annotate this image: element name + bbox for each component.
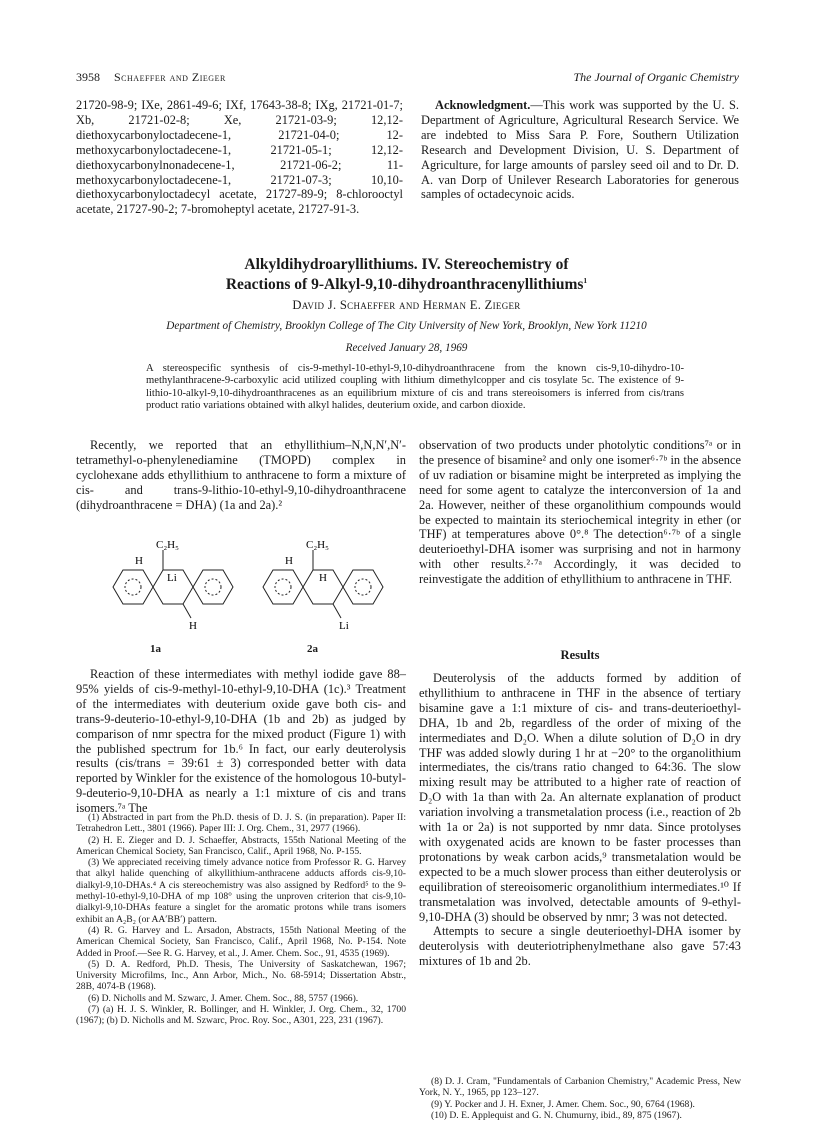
results-heading: Results <box>560 648 600 662</box>
abstract: A stereospecific synthesis of cis-9-methyl-10-ethyl-9,10-dihydroanthracene from the known cis-9,10-dihydro-10-methylanthracene-9-carboxylic acid utilized coupling with lithium dimethylcopper and cis tosylate 5c. The existence of 9-lithio-10-alkyl-9,10-dihydroanthracenes as an equilibrium mixture of cis and trans stereoisomers is inferred from cis/trans product ratio variations obtained with alkyl halides, deuterium oxide, and carbon dioxide. <box>146 363 684 412</box>
structure-1a <box>113 550 233 618</box>
journal-name: The Journal of Organic Chemistry <box>573 70 739 84</box>
footnote: (7) (a) H. J. S. Winkler, R. Bollinger, and H. Winkler, J. Org. Chem., 32, 1700 (1967); (b) D. Nicholls and M. Szwarc, Proc. Roy. Soc., A301, 223, 231 (1967). <box>76 1004 406 1027</box>
footnote: (1) Abstracted in part from the Ph.D. thesis of D. J. S. (in preparation). Paper II: Tetrahedron Lett., 3801 (1966). Paper III: J. Org. Chem., 31, 2977 (1966). <box>76 812 406 835</box>
article-title-line2: Reactions of 9-Alkyl-9,10-dihydroanthracenyllithiums$^1$ <box>225 275 588 293</box>
footnote: (6) D. Nicholls and M. Szwarc, J. Amer. Chem. Soc., 88, 5757 (1966). <box>88 992 359 1004</box>
page-number: 3958 <box>76 70 100 84</box>
label-2a: 2a <box>307 643 318 655</box>
acknowledgment-heading: Acknowledgment. <box>435 98 531 112</box>
footnotes-right <box>419 1076 741 1121</box>
footnote: (10) D. E. Applequist and G. N. Chumurny, ibid., 89, 875 (1967). <box>431 1109 682 1121</box>
s2-h-bottom: H <box>319 572 327 584</box>
footnote: (9) Y. Pocker and J. H. Exner, J. Amer. Chem. Soc., 90, 6764 (1968). <box>431 1098 695 1110</box>
results-paragraph: Deuterolysis of the adducts formed by addition of ethyllithium to anthracene in THF in the absence of tertiary bisamine gave a 1:1 mixture of cis- and trans-deuterioethyl-DHA, 1b and 2b, regardless of the order of mixing of the intermediates and D₂O. When a dilute solution of D₂O in dry THF was added slowly during 1 hr at −20° to the organolithium intermediates, the cis/trans ratio changed to 64:36. The slow mixing result may be attributed to a higher rate of reaction of D₂O with 1a than with 2a. An alternate explanation of product variation involving a transmetalation process (i.e., reaction of 2b with 1a or 2a) is not supported by nmr data. Since protolyses with oxygenated acids are known to be faster processes than protonations by weak carbon acids,⁹ transmetalation would be expected to be a much slower process than either deuterolysis or equilibration of stereoisomeric organolithium intermediates.¹⁰ If transmetalation was involved, detectable amounts of 9-ethyl-9,10-DHA (3) should be observed by nmr; 3 was not detected. Attempts to secure a single deuterioethyl-DHA isomer by deuterolysis with deuteriotriphenylmethane also gave 57:43 mixtures of 1b and 2b. <box>419 671 741 969</box>
s2-li: Li <box>339 620 349 632</box>
s1-h-bottom: H <box>189 620 197 632</box>
footnote: (3) We appreciated receiving timely advance notice from Professor R. G. Harvey that alkyl halide quenching of alkyllithium-anthracene adducts affords cis-9,10-dialkyl-9,10-DHAs.⁴ A cis stereochemistry was also assigned by Redford⁵ to the 9-methyl-10-ethyl-9,10-DHA of mp 108° using the unproven criterion that cis-9,10-dialkyl-9,10-DHAs feature a singlet for the aromatic protons while trans isomers exhibit an A₂B₂ (or AA′BB′) pattern. <box>76 857 406 925</box>
received-date: Received January 28, 1969 <box>345 342 468 354</box>
left-intro-paragraph: Recently, we reported that an ethyllithium–N,N,N′,N′-tetramethyl-o-phenylenediamine (TMOPD) complex in cyclohexane adds ethyllithium to anthracene to form a mixture of cis- and trans-9-lithio-10-ethyl-9,10-dihydroanthracene (dihydroanthracene = DHA) (1a and 2a).² <box>76 438 406 512</box>
footnote: (8) D. J. Cram, "Fundamentals of Carbanion Chemistry," Academic Press, New York, N. Y., 1965, pp 123–127. <box>419 1076 741 1099</box>
structure-2a <box>263 550 383 618</box>
footnote: (2) H. E. Zieger and D. J. Schaeffer, Abstracts, 155th National Meeting of the American Chemical Society, San Francisco, Calif., April 1968, No. P-155. <box>76 834 406 857</box>
compound-registry-list: 21720-98-9; IXe, 2861-49-6; IXf, 17643-38-8; IXg, 21721-01-7; Xb, 21721-02-8; Xe, 21721-03-9; 12,12-diethoxycarbonyloctadecene-1, 21721-04-0; 12-methoxycarbonyloctadecene-1, 21721-05-1; 12,12-diethoxycarbonylnonadecene-1, 21721-06-2; 11-methoxycarbonyloctadecene-1, 21721-07-3; 10,10-diethoxycarbonyloctadecyl acetate, 21727-89-9; 8-chlorooctyl acetate, 21727-90-2; 7-bromoheptyl acetate, 21727-91-3. <box>76 98 403 217</box>
s1-h-top: H <box>135 555 143 567</box>
s2-h-top: H <box>285 555 293 567</box>
article-authors: David J. Schaeffer and Herman E. Zieger <box>292 298 521 312</box>
s1-li: Li <box>167 572 177 584</box>
footnote: (5) D. A. Redford, Ph.D. Thesis, The University of Saskatchewan, 1967; University Microfilms, Inc., Ann Arbor, Mich., No. 68-5914; Dissertation Abstr., 28B, 4074-B (1968). <box>76 958 406 993</box>
running-authors: Schaeffer and Zieger <box>114 70 226 84</box>
acknowledgment <box>421 98 739 202</box>
footnote: (4) R. G. Harvey and L. Arsadon, Abstracts, 155th National Meeting of the American Chemical Society, San Francisco, Calif., April 1968, No. P-154. Note Added in Proof.—See R. G. Harvey, et al., J. Amer. Chem. Soc., 91, 4535 (1969). <box>76 924 406 959</box>
affiliation: Department of Chemistry, Brooklyn College of The City University of New York, Brooklyn, New York 11210 <box>166 320 647 332</box>
structures-figure <box>93 535 393 635</box>
acknowledgment-text: —This work was supported by the U. S. Department of Agriculture, Agricultural Research Service. We are indebted to Miss Sara P. Fore, Southern Utilization Research and Development Division, U. S. Department of Agriculture, for large amounts of parsley seed oil and to Dr. D. A. van Dorp of Unilever Research Laboratories for generous samples of octadecynoic acids. <box>421 98 739 202</box>
article-title-line1: Alkyldihydroaryllithiums. IV. Stereochemistry of <box>244 256 569 273</box>
left-reaction-paragraph: Reaction of these intermediates with methyl iodide gave 88–95% yields of cis-9-methyl-10-ethyl-9,10-DHA (1c).³ Treatment of the intermediates with deuterium oxide gave both cis- and trans-9-deuterio-10-ethyl-9,10-DHA (1b and 2b) as judged by comparison of nmr spectra for the mixed product (Figure 1) with the published spectrum for 1b.⁶ In fact, our early deuterolysis results (cis/trans = 39:61 ± 3) corresponded better with data reported by Winkler for the existence of the homologous 10-butyl-9-deuterio-9,10-DHA as nearly a 1:1 mixture of cis and trans isomers.⁷ᵃ The <box>76 667 406 816</box>
label-1a: 1a <box>150 643 161 655</box>
s2-substituent: C₂H₅ <box>306 539 329 551</box>
s1-substituent: C₂H₅ <box>156 539 179 551</box>
footnotes-left <box>76 812 406 1027</box>
right-intro-paragraph: observation of two products under photolytic conditions⁷ᵃ or in the presence of bisamine² and only one isomer⁶·⁷ᵇ in the absence of uv radiation or bisamine might be interpreted as implying the need for some agent to catalyze the interconversion of 1a and 2a. However, neither of these organolithium compounds would be expected to maintain its steriochemical integrity in ether (or THF) at temperatures above 0°.⁸ The detection⁶·⁷ᵇ of a single deuterioethyl-DHA isomer was surprising and not in harmony with other results.²·⁷ᵃ Accordingly, it was decided to reinvestigate the addition of ethyllithium to anthracene in THF. <box>419 438 741 587</box>
